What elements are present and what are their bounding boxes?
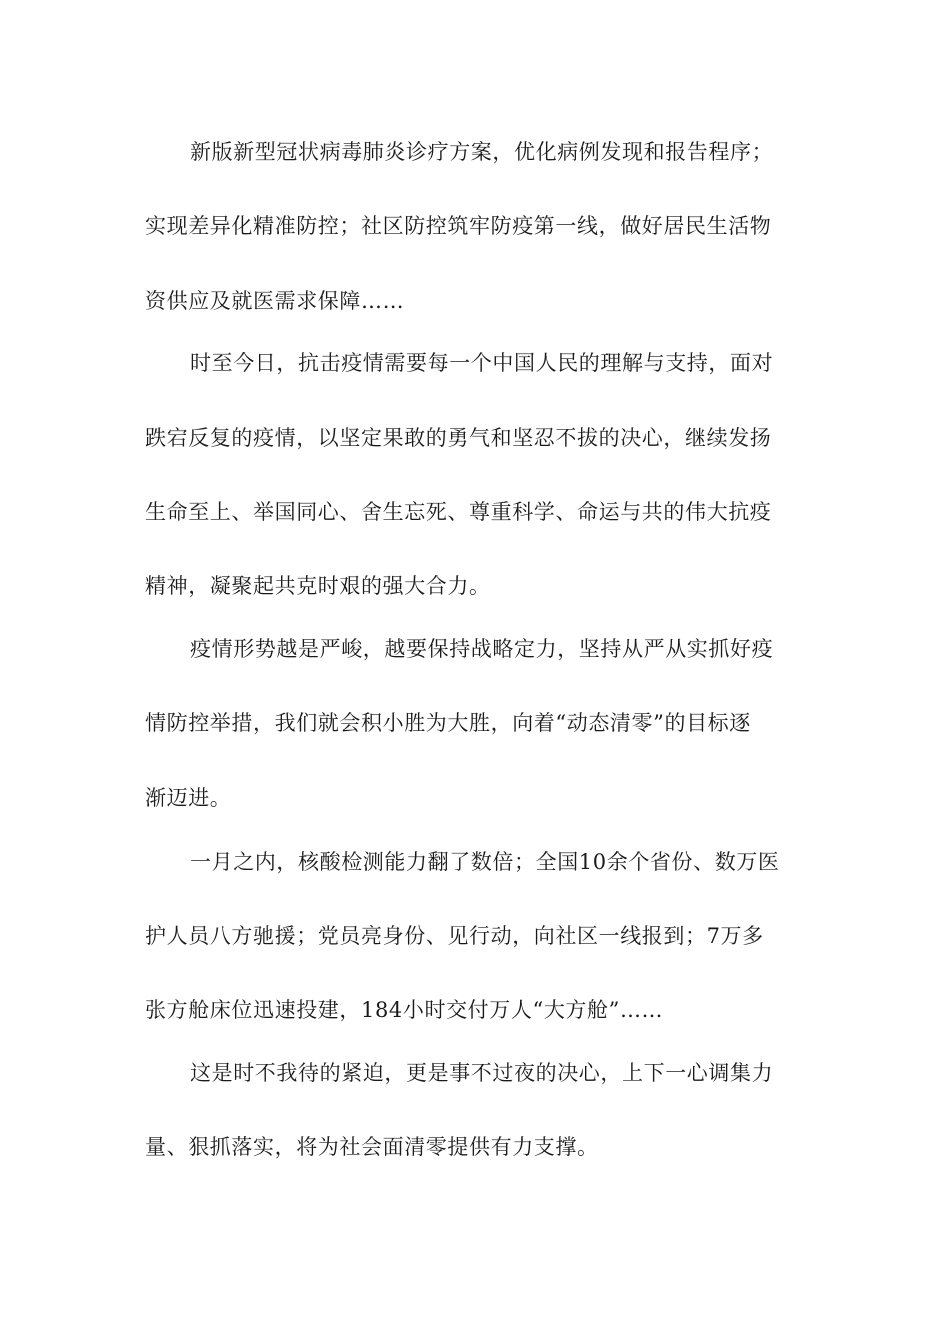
- text-line: 这是时不我待的紧迫，更是事不过夜的决心，上下一心调集力: [190, 1061, 774, 1085]
- text-line: 时至今日，抗击疫情需要每一个中国人民的理解与支持，面对: [190, 351, 774, 375]
- text-line: 跌宕反复的疫情，以坚定果敢的勇气和坚忍不拔的决心，继续发扬: [145, 426, 772, 450]
- text-line: 实现差异化精准防控；社区防控筑牢防疫第一线，做好居民生活物: [145, 214, 772, 238]
- text-line: 护人员八方驰援；党员亮身份、见行动，向社区一线报到；7万多: [145, 924, 764, 948]
- text-line: 新版新型冠状病毒肺炎诊疗方案，优化病例发现和报告程序；: [190, 140, 774, 164]
- text-line: 量、狠抓落实，将为社会面清零提供有力支撑。: [145, 1135, 599, 1159]
- text-line: 渐迈进。: [145, 786, 232, 810]
- text-line: 情防控举措，我们就会积小胜为大胜，向着“动态清零”的目标逐: [145, 711, 751, 735]
- text-line: 一月之内，核酸检测能力翻了数倍；全国10余个省份、数万医: [190, 850, 780, 874]
- text-line: 资供应及就医需求保障……: [145, 289, 405, 313]
- text-line: 疫情形势越是严峻，越要保持战略定力，坚持从严从实抓好疫: [190, 637, 774, 661]
- text-line: 生命至上、举国同心、舍生忘死、尊重科学、命运与共的伟大抗疫: [145, 500, 772, 524]
- text-line: 张方舱床位迅速投建，184小时交付万人“大方舱”……: [145, 998, 664, 1022]
- text-line: 精神，凝聚起共克时艰的强大合力。: [145, 574, 491, 598]
